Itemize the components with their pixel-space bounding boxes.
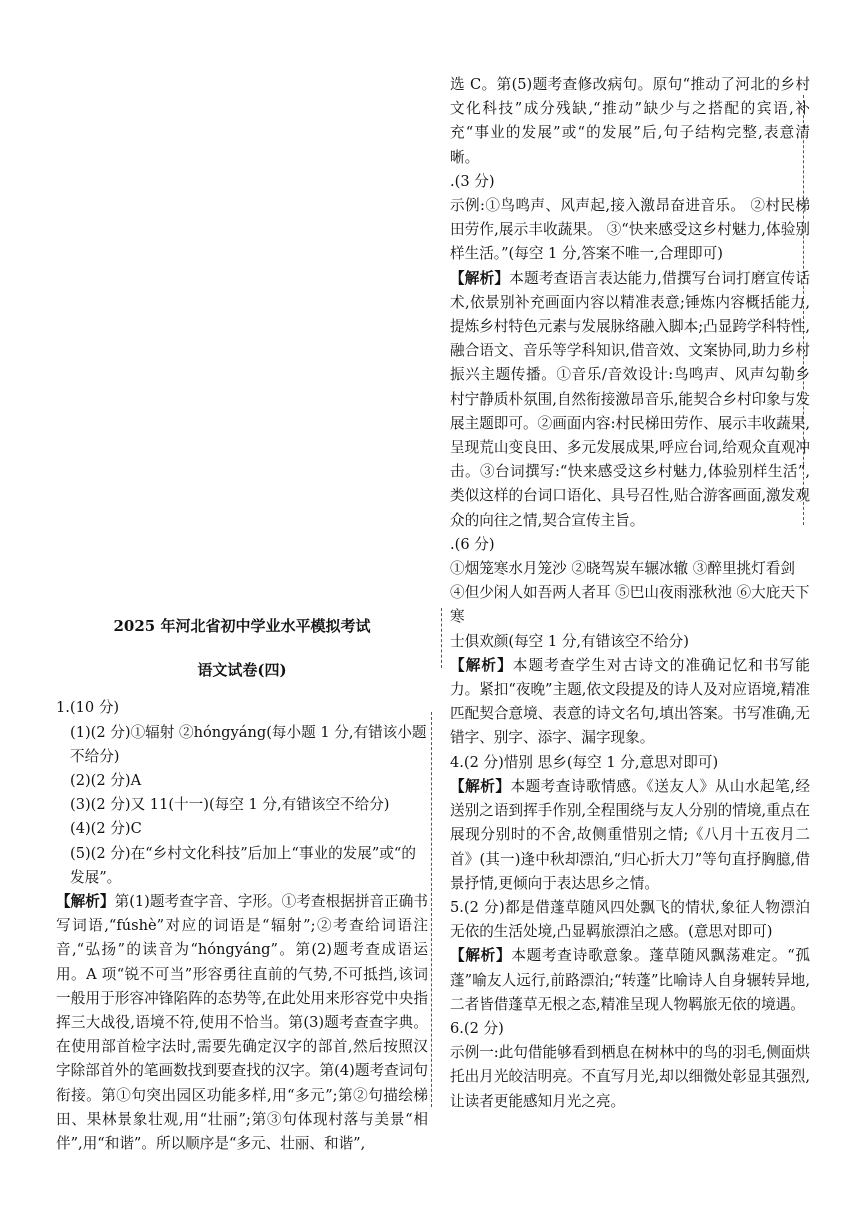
- q3-answer-line-3: 士俱欢颜(每空 1 分,有错该空不给分): [450, 632, 689, 650]
- analysis-tag: 【解析】: [450, 777, 511, 795]
- analysis-tag: 【解析】: [450, 269, 510, 287]
- q3-answer-line-1: ①烟笼寒水月笼沙 ②晓驾炭车辗冰辙 ③醉里挑灯看剑: [450, 560, 795, 578]
- exam-title: 2025 年河北省初中学业水平模拟考试: [113, 617, 371, 635]
- q3-answer-line-2: ④但少闲人如吾两人者耳 ⑤巴山夜雨涨秋池 ⑥大庇天下寒: [450, 584, 810, 626]
- q1-analysis-continued: 选 C。第(5)题考查修改病句。原句“推动了河北的乡村文化科技”成分残缺,“推动”缺少与之搭配的宾语,补充“事业的发展”或“的发展”后,句子结构完整,表意清晰。: [450, 76, 810, 166]
- right-column-divider-left: [441, 608, 442, 668]
- q1-analysis: [56, 890, 428, 1156]
- q1-part-4: (4)(2 分)C: [70, 820, 142, 838]
- analysis-text: 第(1)题考查字音、字形。①考查根据拼音正确书写词语,“fúshè”对应的词语是“辐射”;②考查给词语注音,“弘扬”的读音为“hóngyáng”。第(2)题考查成语运用。A 项“锐不可当”形容勇往直前的气势,不可抵挡,该词一般用于形容冲锋陷阵的态势等,在此处用来形容党中央指挥三大战役,语境不符,使用不恰当。第(3)题考查查字典。在使用部首检字法时,需要先确定汉字的部首,然后按照汉字除部首外的笔画数找到要查找的汉字。第(4)题考查词句衔接。第①句突出园区功能多样,用“多元”;第②句描绘梯田、果林景象壮观,用“壮丽”;第③句体现村落与美景“相伴”,用“和谐”。所以顺序是“多元、壮丽、和谐”,: [56, 893, 428, 1153]
- analysis-text: 本题考查语言表达能力,借撰写台词打磨宣传话术,依景别补充画面内容以精准表意;锤炼内容概括能力,提炼乡村特色元素与发展脉络融入脚本;凸显跨学科特性,融合语文、音乐等学科知识,借音效、文案协同,助力乡村振兴主题传播。①音乐/音效设计:鸟鸣声、风声勾勒乡村宁静质朴氛围,自然衔接激昂音乐,能契合乡村印象与发展主题即可。②画面内容:村民梯田劳作、展示丰收蔬果,呈现荒山变良田、多元发展成果,呼应台词,给观众直观冲击。③台词撰写:“快来感受这乡村魅力,体验别样生活”,类似这样的台词口语化、具号召性,贴合游客画面,激发观众的向往之情,契合宣传主旨。: [450, 269, 810, 529]
- q6-example: 示例一:此句借能够看到栖息在树林中的鸟的羽毛,侧面烘托出月光皎洁明亮。不直写月光,却以细微处彰显其强烈,让读者更能感知月光之亮。: [450, 1044, 810, 1110]
- q2-analysis: [450, 267, 810, 533]
- analysis-text: 本题考查诗歌意象。蓬草随风飘荡难定。“孤蓬”喻友人远行,前路漂泊;“转蓬”比喻诗人自身辗转异地,二者皆借蓬草无根之态,精准呈现人物羁旅无依的境遇。: [450, 947, 810, 1013]
- question-4-heading: 4.(2 分)惜别 思乡(每空 1 分,意思对即可): [450, 753, 719, 771]
- q1-part-5: (5)(2 分)在“乡村文化科技”后加上“事业的发展”或“的发展”。: [70, 844, 416, 886]
- q4-analysis: [450, 775, 810, 896]
- paper-subtitle: 语文试卷(四): [197, 661, 287, 680]
- analysis-tag: 【解析】: [56, 893, 115, 911]
- analysis-text: 本题考查诗歌情感。《送友人》从山水起笔,经送别之语到挥手作别,全程围绕与友人分别的情境,重点在展现分别时的不舍,故侧重惜别之情;《八月十五夜月二首》(其一)逢中秋却漂泊,“归心折大刀”等句直抒胸臆,借景抒情,更倾向于表达思乡之情。: [450, 777, 810, 892]
- analysis-tag: 【解析】: [450, 656, 513, 674]
- analysis-tag: 【解析】: [450, 947, 512, 965]
- question-2-heading: .(3 分): [450, 172, 495, 190]
- question-1-heading: 1.(10 分): [56, 699, 120, 717]
- q1-part-2: (2)(2 分)A: [70, 772, 142, 790]
- question-6-heading: 6.(2 分): [450, 1019, 504, 1037]
- q5-analysis: [450, 944, 810, 1017]
- question-3-heading: .(6 分): [450, 535, 495, 553]
- q3-analysis: [450, 654, 810, 751]
- left-column: [56, 614, 428, 1156]
- analysis-text: 本题考查学生对古诗文的准确记忆和书写能力。紧扣“夜晚”主题,依文段提及的诗人及对应语境,精准匹配契合意境、表意的诗文名句,填出答案。书写准确,无错字、别字、添字、漏字现象。: [450, 656, 810, 747]
- column-divider: [431, 712, 432, 1107]
- q2-example: 示例:①鸟鸣声、风声起,接入激昂奋进音乐。 ②村民梯田劳作,展示丰收蔬果。 ③“快来感受这乡村魅力,体验别样生活。”(每空 1 分,答案不唯一,合理即可): [450, 197, 810, 263]
- question-5-heading: 5.(2 分)都是借蓬草随风四处飘飞的情状,象征人物漂泊无依的生活处境,凸显羁旅漂泊之感。(意思对即可): [450, 898, 810, 941]
- q1-part-3: (3)(2 分)又 11(十一)(每空 1 分,有错该空不给分): [70, 796, 390, 814]
- right-column: [450, 73, 810, 1114]
- q1-part-1: (1)(2 分)①辐射 ②hóngyáng(每小题 1 分,有错该小题不给分): [70, 723, 427, 765]
